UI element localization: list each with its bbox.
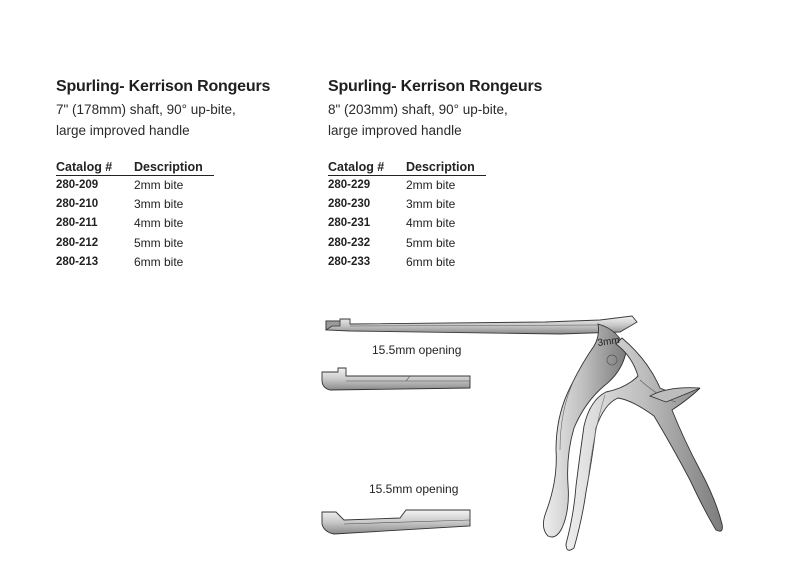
catalog-number: 280-211 [56, 217, 98, 230]
bite-description: 6mm bite [134, 254, 184, 269]
catalog-number: 280-213 [56, 255, 99, 268]
opening-caption-bottom: 15.5mm opening [369, 482, 459, 496]
left-product-title: Spurling- Kerrison Rongeurs [56, 78, 271, 95]
bite-description: 4mm bite [134, 216, 184, 231]
tip-detail-bottom [322, 510, 470, 534]
catalog-number: 280-229 [328, 179, 371, 191]
left-product-spec-line2: large improved handle [56, 123, 190, 138]
catalog-number: 280-230 [328, 198, 371, 211]
bite-description: 6mm bite [406, 254, 456, 269]
tip-detail-top [322, 368, 470, 390]
catalog-number: 280-232 [328, 236, 371, 249]
catalog-number: 280-210 [56, 198, 99, 211]
right-product-spec-line2: large improved handle [328, 123, 462, 138]
description-column-header: Description [134, 160, 214, 176]
bite-description: 4mm bite [406, 216, 456, 231]
opening-caption-top: 15.5mm opening [372, 343, 462, 357]
bite-description: 2mm bite [134, 178, 184, 192]
catalog-column-header: Catalog # [328, 160, 406, 176]
bite-description: 3mm bite [406, 197, 456, 212]
bite-description: 5mm bite [134, 235, 184, 250]
bite-description: 5mm bite [406, 235, 456, 250]
catalog-number: 280-233 [328, 255, 371, 268]
bite-description: 3mm bite [134, 197, 184, 212]
catalog-column-header: Catalog # [56, 160, 134, 176]
right-product-spec-line1: 8" (203mm) shaft, 90° up-bite, [328, 102, 508, 117]
bite-description: 2mm bite [406, 178, 456, 192]
rongeur-shaft [326, 316, 637, 334]
catalog-number: 280-231 [328, 217, 371, 230]
catalog-number: 280-212 [56, 236, 99, 249]
catalog-number: 280-209 [56, 179, 99, 191]
left-product-spec-line1: 7" (178mm) shaft, 90° up-bite, [56, 102, 236, 117]
handle-marking-text: 3mm [596, 334, 621, 349]
description-column-header: Description [406, 160, 486, 176]
right-product-title: Spurling- Kerrison Rongeurs [328, 78, 543, 95]
